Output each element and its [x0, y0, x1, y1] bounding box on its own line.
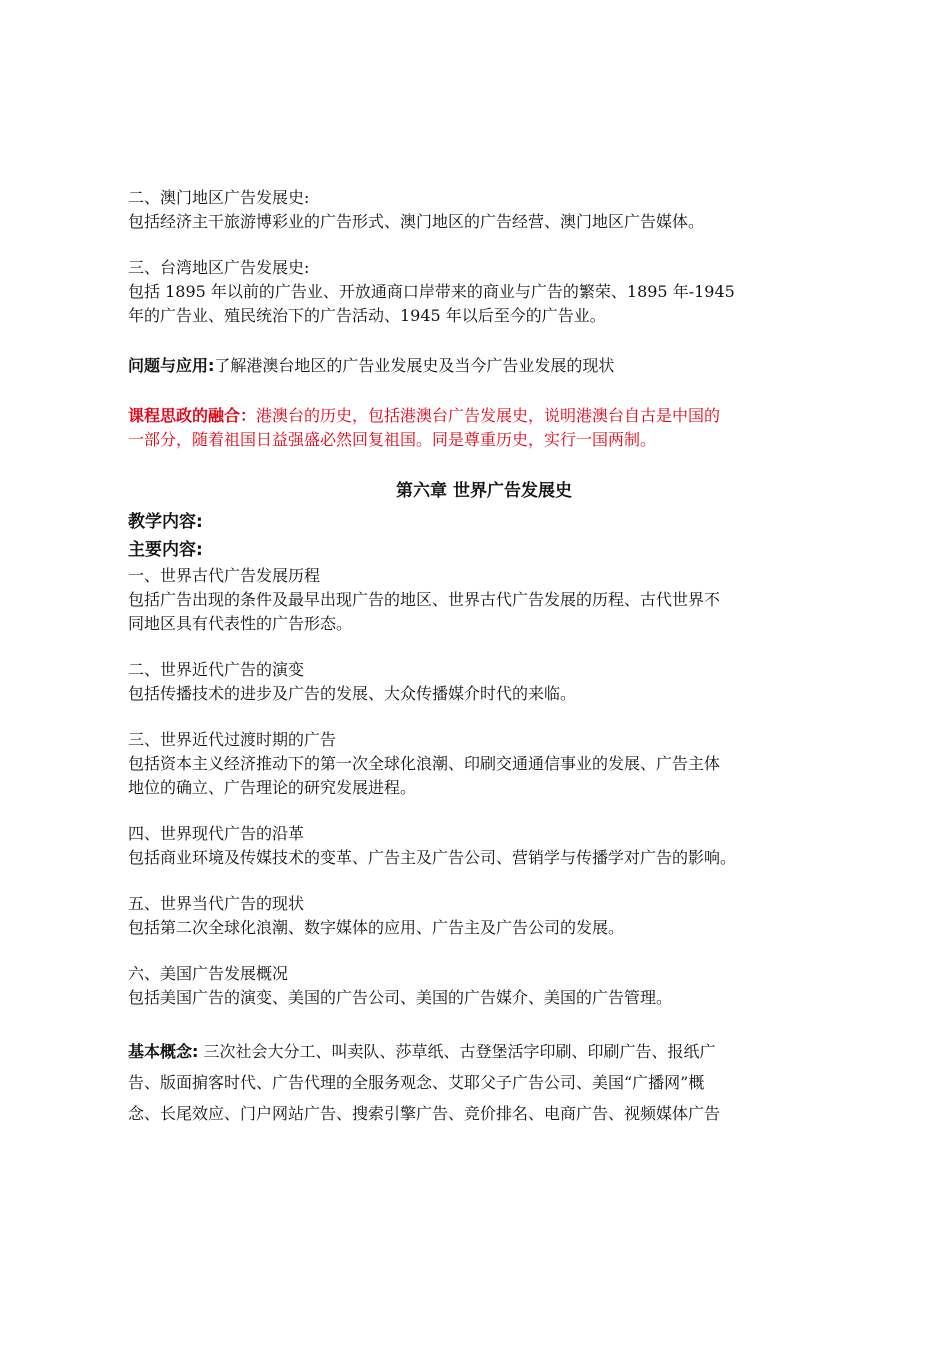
document-page [128, 186, 840, 1129]
spacer [128, 234, 840, 256]
chapter-section [128, 892, 840, 940]
spacer [128, 328, 840, 354]
chapter-section [128, 564, 840, 636]
spacer [128, 706, 840, 728]
spacer [128, 378, 840, 404]
basic-concepts-line-2: 告、版面掮客时代、广告代理的全服务观念、艾耶父子广告公司、美国“广播网”概 [128, 1073, 705, 1092]
taiwan-heading: 三、台湾地区广告发展史: [128, 258, 310, 277]
question-application-label: 问题与应用: [128, 356, 215, 375]
section-body-line: 包括广告出现的条件及最早出现广告的地区、世界古代广告发展的历程、古代世界不 [128, 590, 721, 609]
basic-concepts-label: 基本概念: [128, 1042, 199, 1061]
basic-concepts-line-3: 念、长尾效应、门户网站广告、搜索引擎广告、竞价排名、电商广告、视频媒体广告 [128, 1104, 721, 1123]
section-body-line: 地位的确立、广告理论的研究发展进程。 [128, 778, 417, 797]
spacer [128, 452, 840, 478]
chapter-section [128, 658, 840, 706]
ideology-text-line-1: 港澳台的历史，包括港澳台广告发展史，说明港澳台自古是中国的 [256, 406, 721, 425]
ideology-label: 课程思政的融合： [128, 406, 257, 425]
question-application-text: 了解港澳台地区的广告业发展史及当今广告业发展的现状 [214, 356, 615, 375]
chapter-title: 第六章 世界广告发展史 [396, 481, 572, 501]
ideology-paragraph-line-1 [128, 404, 840, 428]
section-heading: 一、世界古代广告发展历程 [128, 566, 321, 585]
chapter-section [128, 962, 840, 1010]
spacer [128, 636, 840, 658]
question-application-paragraph [128, 354, 840, 378]
taiwan-body-line-2: 年的广告业、殖民统治下的广告活动、1945 年以后至今的广告业。 [128, 306, 606, 325]
main-content-heading: 主要内容: [128, 540, 203, 560]
section-heading: 三、世界近代过渡时期的广告 [128, 730, 337, 749]
basic-concepts-line-1 [128, 1036, 840, 1067]
section-body-line: 包括传播技术的进步及广告的发展、大众传播媒介时代的来临。 [128, 684, 577, 703]
spacer [128, 870, 840, 892]
macau-heading: 二、澳门地区广告发展史: [128, 188, 310, 207]
taiwan-body-line-1: 包括 1895 年以前的广告业、开放通商口岸带来的商业与广告的繁荣、1895 年-1945 [128, 282, 735, 301]
section-body-line: 包括美国广告的演变、美国的广告公司、美国的广告媒介、美国的广告管理。 [128, 988, 673, 1007]
section-heading: 四、世界现代广告的沿革 [128, 824, 305, 843]
section-body-line: 包括资本主义经济推动下的第一次全球化浪潮、印刷交通通信事业的发展、广告主体 [128, 754, 721, 773]
section-body-line: 包括第二次全球化浪潮、数字媒体的应用、广告主及广告公司的发展。 [128, 918, 625, 937]
section-heading: 六、美国广告发展概况 [128, 964, 289, 983]
macau-body: 包括经济主干旅游博彩业的广告形式、澳门地区的广告经营、澳门地区广告媒体。 [128, 212, 705, 231]
ideology-text-line-2: 一部分，随着祖国日益强盛必然回复祖国。同是尊重历史，实行一国两制。 [128, 430, 657, 449]
section-body-line: 包括商业环境及传媒技术的变革、广告主及广告公司、营销学与传播学对广告的影响。 [128, 848, 737, 867]
spacer [128, 1010, 840, 1036]
chapter-section [128, 822, 840, 870]
section-body-line: 同地区具有代表性的广告形态。 [128, 614, 353, 633]
spacer [128, 800, 840, 822]
chapter-section [128, 728, 840, 800]
spacer [128, 940, 840, 962]
section-heading: 二、世界近代广告的演变 [128, 660, 305, 679]
basic-concepts-text-line-1: 三次社会大分工、叫卖队、莎草纸、古登堡活字印刷、印刷广告、报纸广 [198, 1042, 716, 1061]
teaching-content-heading: 教学内容: [128, 512, 203, 532]
section-heading: 五、世界当代广告的现状 [128, 894, 305, 913]
